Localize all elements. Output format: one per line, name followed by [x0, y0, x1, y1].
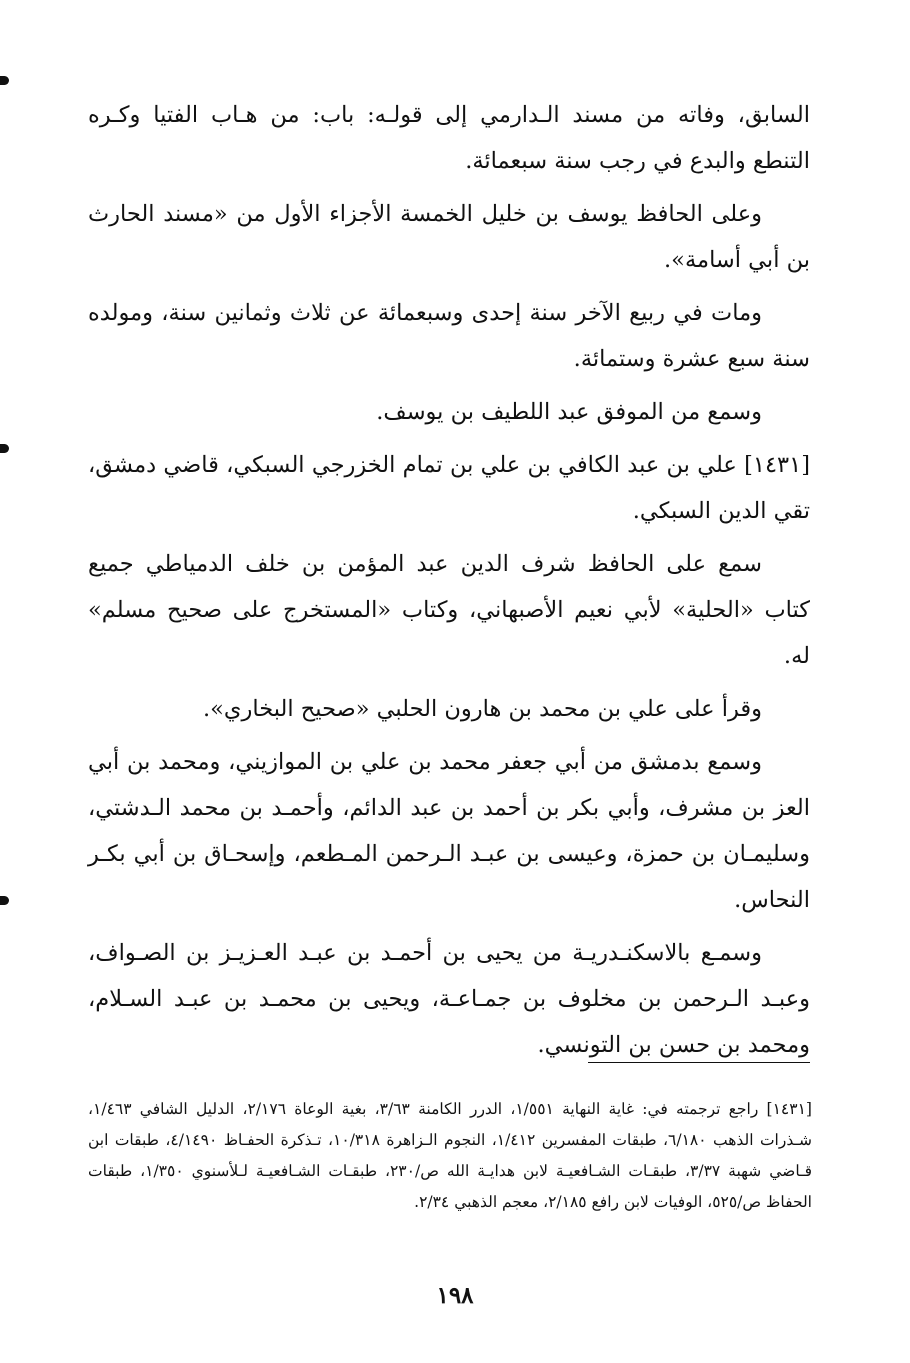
paragraph: وسمع من الموفق عبد اللطيف بن يوسف.: [376, 399, 762, 425]
scan-edge-mark: [0, 444, 9, 453]
footnote-divider: [588, 1062, 810, 1063]
paragraph: ومات في ربيع الآخر سنة إحدى وسبعمائة عن ثلاث وثمانين سنة، ومولده سنة سبع عشرة وستمائة.: [88, 300, 810, 372]
scan-edge-mark: [0, 896, 9, 905]
page-number: ١٩٨: [436, 1282, 474, 1309]
entry-heading-paragraph: [١٤٣١] علي بن عبد الكافي بن علي بن تمام الخزرجي السبكي، قاضي دمشق، تقي الدين السبكي.: [88, 452, 810, 524]
paragraph: السابق، وفاته من مسند الـدارمي إلى قولـه: باب: من هـاب الفتيا وكـره التنطع والبدع في رجب سنة سبعمائة.: [88, 102, 810, 174]
paragraph: وسمع بدمشق من أبي جعفر محمد بن علي بن الموازيني، ومحمد بن أبي العز بن مشرف، وأبي بكر بن أحمد بن عبد الدائم، وأحمـد بن محمد الـدشتي، وسليمـان بن حمزة، وعيسى بن عبـد الـرحمن المـطعم، وإسحـاق بن أبي بكـر النحاس.: [88, 749, 810, 913]
scan-edge-mark: [0, 76, 9, 85]
paragraph: وسمـع بالاسكنـدريـة من يحيى بن أحمـد بن عبـد العـزيـز بن الصـواف، وعبـد الـرحمن بن مخلوف بن جمـاعـة، ويحيى بن محمـد بن عبـد السـلام، ومحمد بن حسن بن التونسي.: [88, 940, 810, 1058]
paragraph: وقرأ على علي بن محمد بن هارون الحلبي «صحيح البخاري».: [202, 696, 762, 722]
paragraph: سمع على الحافظ شرف الدين عبد المؤمن بن خلف الدمياطي جميع كتاب «الحلية» لأبي نعيم الأصبهاني، وكتاب «المستخرج على صحيح مسلم» له.: [88, 551, 810, 669]
footnote: [١٤٣١] راجع ترجمته في: غاية النهاية ١/٥٥١، الدرر الكامنة ٣/٦٣، بغية الوعاة ٢/١٧٦، الدليل الشافي ١/٤٦٣، شـذرات الذهب ٦/١٨٠، طبقات المفسرين ١/٤١٢، النجوم الـزاهرة ١٠/٣١٨، تـذكرة الحفـاظ ٤/١٤٩٠، طبقات ابن قـاضي شهبة ٣/٣٧، طبقـات الشـافعيـة لابن هدايـة الله ص/٢٣٠، طبقـات الشـافعيـة لـلأسنوي ١/٣٥٠، طبقات الحفاظ ص/٥٢٥، الوفيات لابن رافع ٢/١٨٥، معجم الذهبي ٢/٣٤.: [88, 1100, 812, 1211]
main-text-body: [88, 92, 810, 1075]
paragraph: وعلى الحافظ يوسف بن خليل الخمسة الأجزاء الأول من «مسند الحارث بن أبي أسامة».: [88, 201, 810, 273]
